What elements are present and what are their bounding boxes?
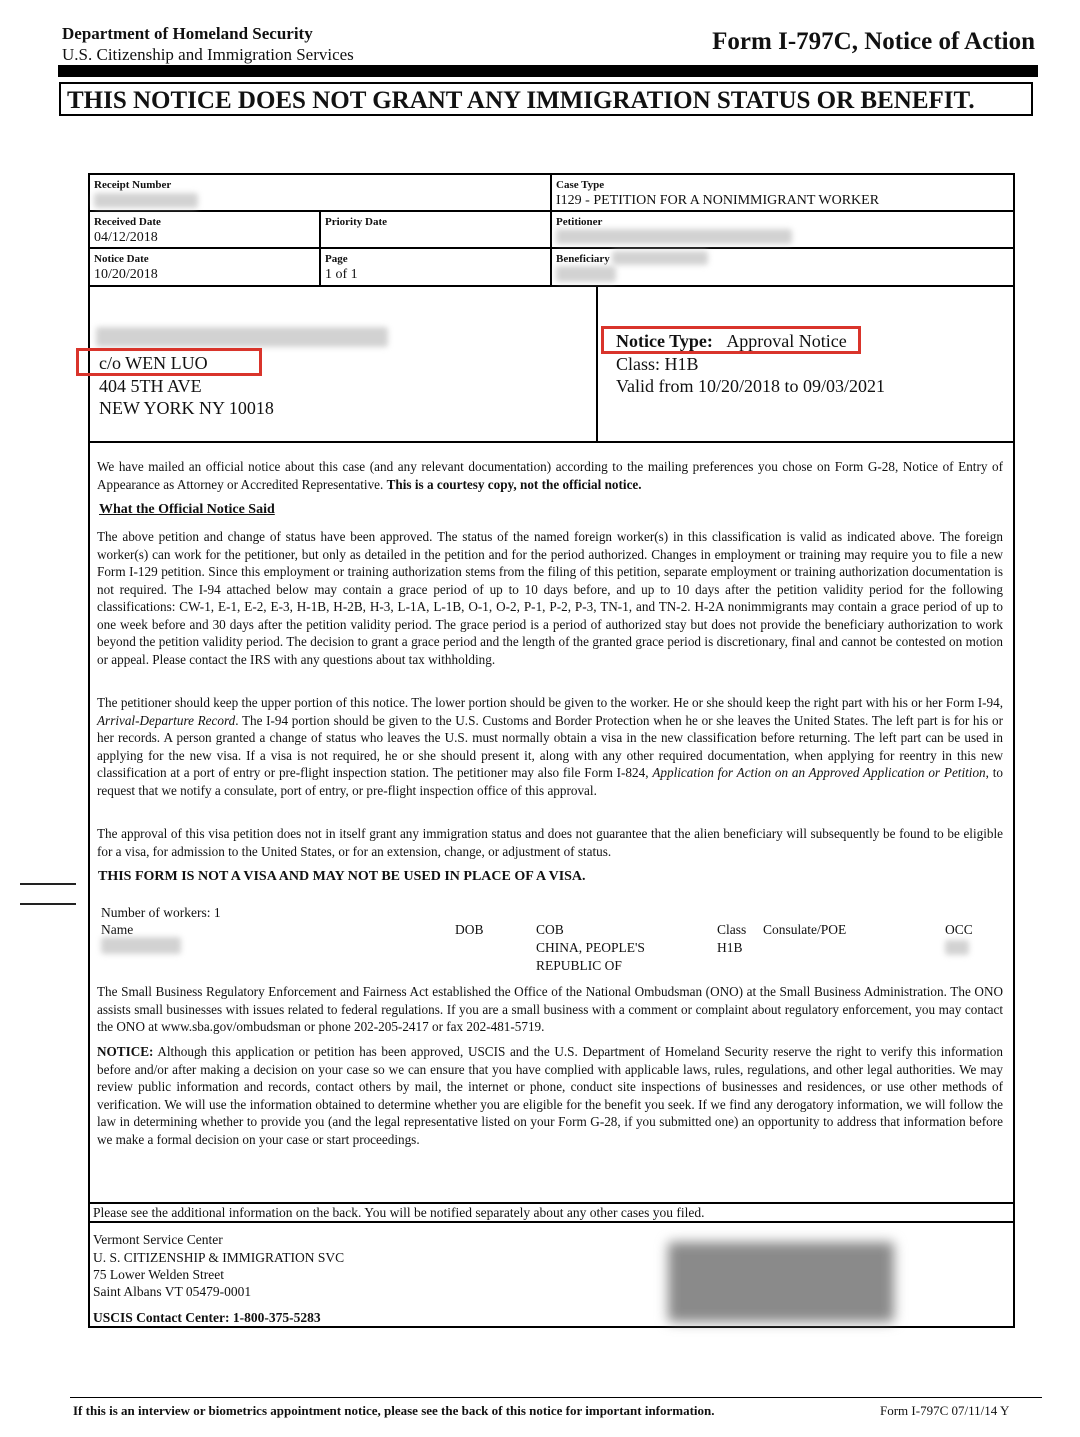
street-line: 404 5TH AVE [99,376,202,396]
footer-note: If this is an interview or biometrics appointment notice, please see the back of this notice for important information. [73,1403,715,1418]
grid-line [596,285,598,441]
margin-mark [20,903,76,905]
header-rule [58,65,1038,77]
portion-text-a: The petitioner should keep the upper portion of this notice. The lower portion should be given to the worker. He or she should keep the right part with his or her Form I-94, [97,695,1003,710]
case-type-value: I129 - PETITION FOR A NONIMMIGRANT WORKER [556,193,880,208]
form-version: Form I-797C 07/11/14 Y [880,1403,1010,1418]
class-col-label: Class [717,922,747,937]
grid-line [319,210,321,285]
received-date-value: 04/12/2018 [94,230,158,245]
petitioner-label: Petitioner [556,216,603,228]
beneficiary-label: Beneficiary [556,253,610,265]
redacted-beneficiary-2 [612,251,708,265]
notice-paragraph [97,1043,1003,1148]
grid-line [550,173,552,285]
redacted-worker-name [101,937,181,954]
section-heading: What the Official Notice Said [99,502,275,517]
received-date-label: Received Date [94,216,161,228]
visa-paragraph: The approval of this visa petition does not in itself grant any immigration status and does not guarantee that the alien beneficiary will subsequently be found to be eligible for a visa, for admission to the United States, or for an extension, change, or adjustment of status. [97,826,1003,859]
redacted-addressee [96,327,388,347]
portion-text-e: , to request that we notify a consulate, port of entry, or pre-flight inspection office of this approval. [97,765,1004,798]
name-col-label: Name [101,922,134,937]
cob-value-1: CHINA, PEOPLE'S [536,940,645,955]
receipt-number-label: Receipt Number [94,179,172,191]
form-title: Form I-797C, Notice of Action [712,28,1035,55]
city-line: NEW YORK NY 10018 [99,398,274,418]
agency-name: U.S. Citizenship and Immigration Services [62,45,354,64]
case-type-label: Case Type [556,179,605,191]
workers-count: Number of workers: 1 [101,905,221,920]
cob-col-label: COB [536,922,564,937]
courtesy-copy-text: This is a courtesy copy, not the official notice. [386,476,642,492]
notice-para-label: NOTICE: [97,1044,154,1059]
footer-rule [70,1397,1042,1398]
notice-type-label: Notice Type: [616,331,713,351]
contact-center: USCIS Contact Center: 1-800-375-5283 [93,1310,321,1325]
service-center-line3: 75 Lower Welden Street [93,1267,224,1282]
notice-type-value: Approval Notice [726,331,847,351]
redacted-occ [945,940,969,955]
status-banner: THIS NOTICE DOES NOT GRANT ANY IMMIGRATION STATUS OR BENEFIT. [59,82,1033,116]
portion-text-b: Arrival-Departure Record [97,712,236,728]
mailed-paragraph [97,458,1003,493]
notice-para-text: Although this application or petition has been approved, USCIS and the U.S. Department of Homeland Security reserve the right to verify this information before and/or after making a decision on your case so we can ensure that you have complied with applicable laws, rules, regulations, and other legal authorities. We may review public information and records, contact others by mail, the internet or phone, conduct site inspections of businesses and residences, or use other methods of verification. We will use the information obtained to determine whether you are eligible for the benefit you seek. If we find any derogatory information, we will follow the law in determining whether to provide you (and the legal representative listed on your Form G-28, if you submitted one) an opportunity to address that information before we make a formal decision on your case or start proceedings. [97,1044,1003,1147]
valid-line: Valid from 10/20/2018 to 09/03/2021 [616,376,885,396]
sbrefa-paragraph: The Small Business Regulatory Enforcement and Fairness Act established the Office of the National Ombudsman (ONO) at the Small Business Administration. The ONO assists small businesses with issues related to federal regulations. If you are a small business with a comment or complaint about regulatory enforcement, you may contact the ONO at www.sba.gov/ombudsman or phone 202-205-2417 or fax 202-481-5719. [97,984,1003,1034]
margin-mark [20,883,76,885]
additional-info: Please see the additional information on the back. You will be notified separately about any other cases you filed. [93,1205,705,1220]
occ-col-label: OCC [945,922,973,937]
care-of-line: c/o WEN LUO [99,353,208,373]
class-col-value: H1B [717,940,743,955]
portion-paragraph [97,694,1003,799]
highlight-box [601,326,861,354]
grid-line [88,285,1015,287]
service-center-line1: Vermont Service Center [93,1232,223,1247]
highlight-box [76,348,262,376]
redacted-barcode [668,1242,894,1322]
page-value: 1 of 1 [325,267,358,282]
cob-value-2: REPUBLIC OF [536,958,622,973]
dob-col-label: DOB [455,922,484,937]
redacted-petitioner [556,229,792,244]
page-label: Page [325,253,348,265]
portion-text-c: . The I-94 portion should be given to the U.S. Customs and Border Protection when he or she leaves the United States. The left part is for his or her records. A person granted a change of status who leaves the U.S. must normally obtain a visa in the new classification before returning. The left part can be used in applying for the new visa. If a visa is not required, he or she should present it, along with any other required documentation, when applying for reentry in this new classification at a port of entry or pre-flight inspection station. The petitioner may also file Form I-824, [97,712,1003,780]
consulate-col-label: Consulate/POE [763,922,847,937]
priority-date-label: Priority Date [325,216,387,228]
department-name: Department of Homeland Security [62,24,313,43]
approval-paragraph: The above petition and change of status have been approved. The status of the named foreign worker(s) in this classification is valid as indicated above. The foreign worker(s) can work for the petitioner, but only as detailed in the petition and for the period authorized. Changes in employment or training may require you to file a new Form I-129 petition. Since this employment or training authorization stems from the filing of this petition, separate employment or training authorization documentation is not required. The I-94 attached below may contain a grace period of up to 10 days before, and up to 10 days after the petition validity period for the following classifications: CW-1, E-1, E-2, E-3, H-1B, H-2B, H-3, L-1A, L-1B, O-1, O-2, P-1, P-2, P-3, TN-1, and TN-2. H-2A nonimmigrants may contain a grace period of up to one week before and 30 days after the petition validity period. The grace period is a period of authorized stay but does not provide the beneficiary authorization to work beyond the petition validity period. The decision to grant a grace period and the length of the granted grace period is discretionary, final and cannot be contested on motion or appeal. Please contact the IRS with any questions about tax withholding. [97,529,1003,667]
service-center-line4: Saint Albans VT 05479-0001 [93,1284,252,1299]
redacted-receipt-number [94,193,198,208]
mailed-text: We have mailed an official notice about this case (and any relevant documentation) according to the mailing preferences you chose on Form G-28, Notice of Entry of Appearance as Attorney or Accredited Representative. [97,459,1003,492]
class-line: Class: H1B [616,354,699,374]
portion-text-d: Application for Action on an Approved Application or Petition [652,765,986,780]
grid-line [88,210,1015,212]
not-visa-warning: THIS FORM IS NOT A VISA AND MAY NOT BE USED IN PLACE OF A VISA. [98,869,586,884]
redacted-beneficiary [556,266,616,282]
notice-date-label: Notice Date [94,253,149,265]
notice-date-value: 10/20/2018 [94,267,158,282]
grid-line [88,441,1015,443]
grid-line [88,247,1015,249]
service-center-line2: U. S. CITIZENSHIP & IMMIGRATION SVC [93,1250,345,1265]
